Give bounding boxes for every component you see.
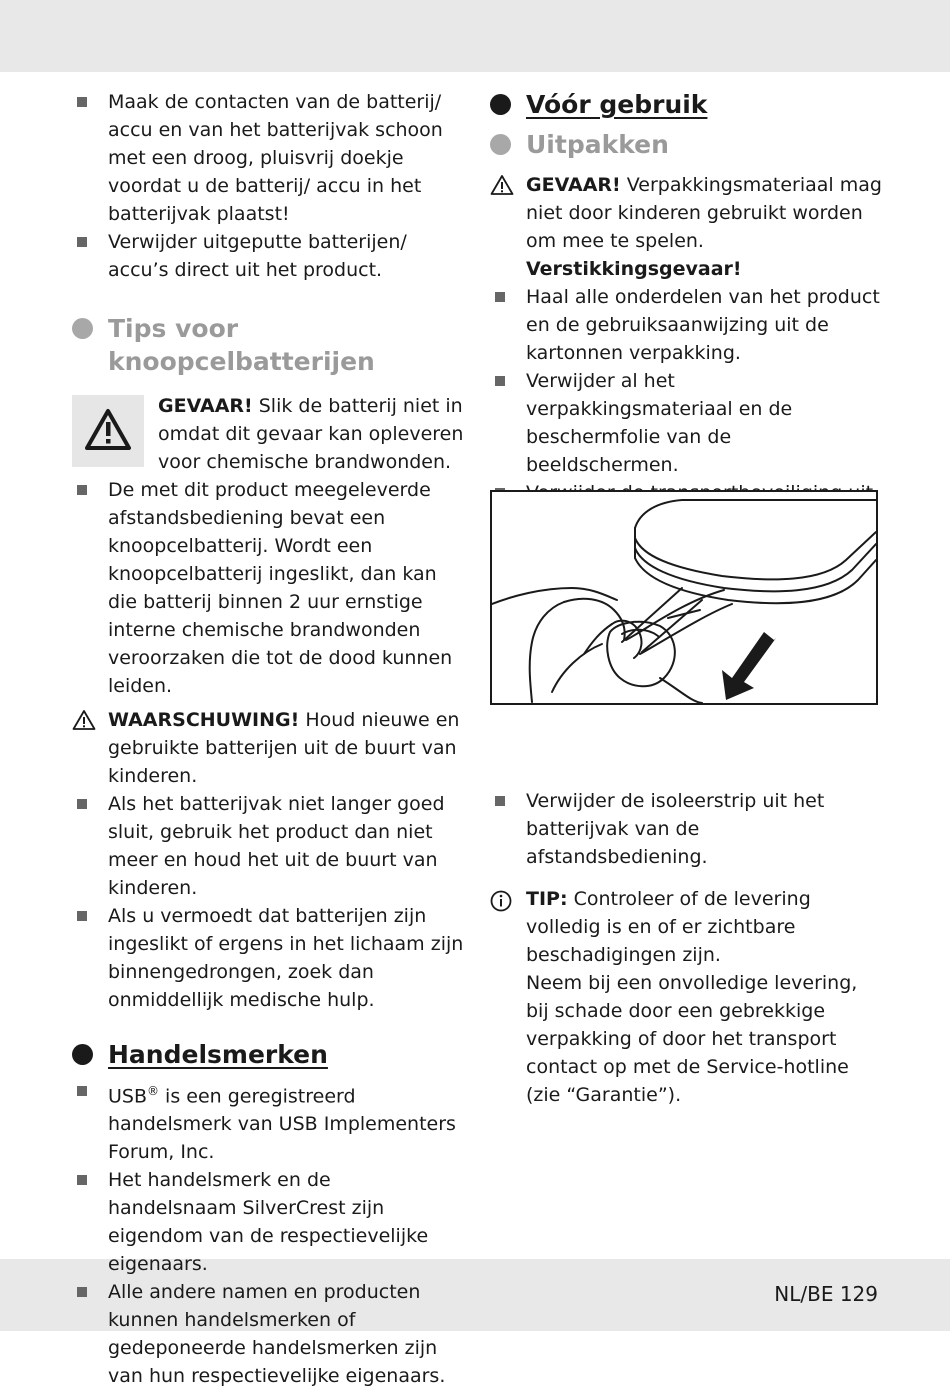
section-heading-tips: Tips voor knoopcelbatterijen — [72, 312, 464, 378]
header-band — [0, 0, 950, 72]
bullet-dot-icon — [72, 318, 93, 339]
list-item: Verwijder uitgeputte batterijen/ accu’s direct uit het product. — [72, 228, 464, 284]
danger-label: GEVAAR! — [526, 174, 621, 196]
warning-label: WAARSCHUWING! — [108, 709, 300, 731]
tip-label: TIP: — [526, 888, 568, 910]
warning-triangle-icon — [72, 395, 144, 467]
danger-box: GEVAAR! Slik de batterij niet in omdat dit gevaar kan opleveren voor chemische brandwonden. — [72, 392, 464, 476]
square-bullet-icon — [77, 485, 87, 495]
section-heading-before-use: Vóór gebruik — [490, 88, 882, 121]
left-column — [72, 88, 464, 1390]
square-bullet-icon — [77, 1175, 87, 1185]
square-bullet-icon — [77, 97, 87, 107]
square-bullet-icon — [495, 376, 505, 386]
list-item: De met dit product meegeleverde afstandsbediening bevat een knoopcelbatterij. Wordt een knoopcelbatterij ingeslikt, dan kan die batterij binnen 2 uur ernstige interne chemische brandwonden veroorzaken die tot de dood kunnen leiden. — [72, 476, 464, 700]
warning-triangle-icon — [72, 709, 96, 731]
list-item: USB® is een geregistreerd handelsmerk van USB Implementers Forum, Inc. — [72, 1077, 464, 1166]
list-item: Alle andere namen en producten kunnen handelsmerken of gedeponeerde handelsmerken zijn van hun respectievelijke eigenaars. — [72, 1278, 464, 1390]
danger-paragraph: GEVAAR! Verpakkingsmateriaal mag niet door kinderen gebruikt worden om mee te spelen. Verstikkingsgevaar! — [490, 171, 882, 283]
square-bullet-icon — [77, 1287, 87, 1297]
section-heading-unpacking: Uitpakken — [490, 128, 882, 161]
square-bullet-icon — [77, 911, 87, 921]
list-item: Verwijder de isoleerstrip uit het batterijvak van de afstandsbediening. — [490, 787, 882, 871]
square-bullet-icon — [77, 799, 87, 809]
page-number: NL/BE 129 — [774, 1282, 878, 1306]
bullet-dot-icon — [490, 134, 511, 155]
list-item: Maak de contacten van de batterij/ accu en van het batterijvak schoon met een droog, pluisvrij doekje voordat u de batterij/ accu in het batterijvak plaatst! — [72, 88, 464, 228]
square-bullet-icon — [77, 237, 87, 247]
list-item: Het handelsmerk en de handelsnaam SilverCrest zijn eigendom van de respectievelijke eigenaars. — [72, 1166, 464, 1278]
square-bullet-icon — [495, 796, 505, 806]
list-item: Als u vermoedt dat batterijen zijn ingeslikt of ergens in het lichaam zijn binnengedrongen, zoek dan onmiddellijk medische hulp. — [72, 902, 464, 1014]
danger-label: GEVAAR! — [158, 395, 253, 417]
info-icon — [490, 890, 512, 912]
warning-paragraph: WAARSCHUWING! Houd nieuwe en gebruikte batterijen uit de buurt van kinderen. — [72, 706, 464, 790]
list-item: Als het batterijvak niet langer goed sluit, gebruik het product dan niet meer en houd het uit de buurt van kinderen. — [72, 790, 464, 902]
tip-paragraph: TIP: Controleer of de levering volledig is en of er zichtbare beschadigingen zijn. Neem bij een onvolledige levering, bij schade door een gebrekkige verpakking of door het transport contact op met de Service-hotline (zie “Garantie”). — [490, 885, 882, 1109]
square-bullet-icon — [77, 1086, 87, 1096]
warning-triangle-icon — [490, 174, 514, 196]
square-bullet-icon — [495, 292, 505, 302]
list-item: Haal alle onderdelen van het product en de gebruiksaanwijzing uit de kartonnen verpakking. — [490, 283, 882, 367]
list-item: Verwijder al het verpakkingsmateriaal en de beschermfolie van de beeldschermen. — [490, 367, 882, 479]
section-heading-trademarks: Handelsmerken — [72, 1038, 464, 1071]
bullet-dot-icon — [490, 94, 511, 115]
illustration-remote-strip — [490, 490, 878, 705]
bullet-dot-icon — [72, 1044, 93, 1065]
